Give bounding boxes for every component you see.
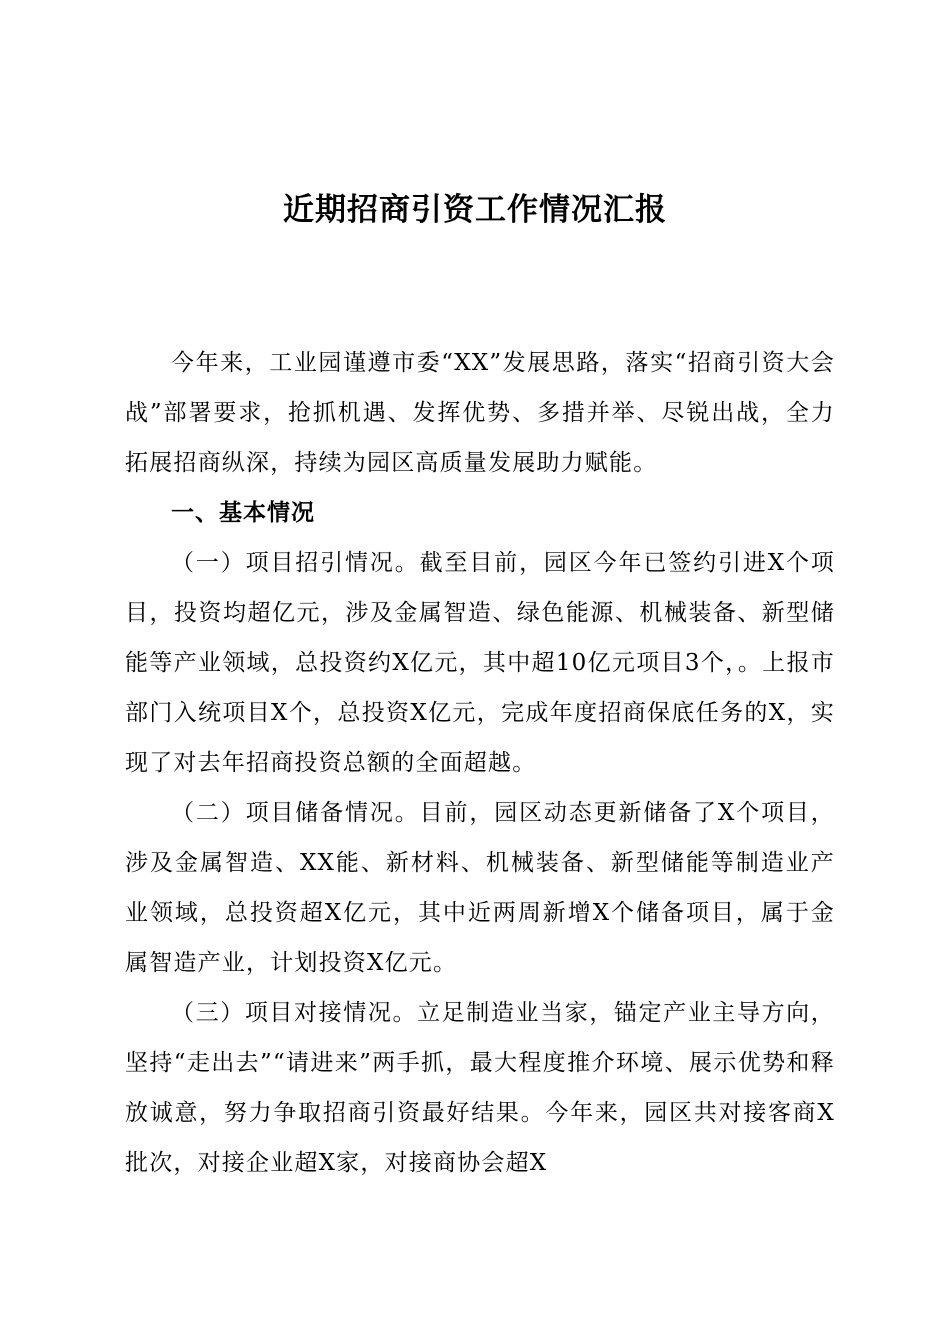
section-heading-basic-situation: 一、基本情况 [171, 500, 315, 526]
intro-paragraph: 今年来，工业园谨遵市委“XX”发展思路，落实“招商引资大会战”部署要求，抢抓机遇、发挥优势、多措并举、尽锐出战，全力拓展招商纵深，持续为园区高质量发展助力赋能。 [125, 350, 835, 476]
document-body [125, 338, 835, 1188]
paragraph-project-attraction: （一）项目招引情况。截至目前，园区今年已签约引进X个项目，投资均超亿元，涉及金属智造、绿色能源、机械装备、新型储能等产业领域，总投资约X亿元，其中超10亿元项目3个，。上报市部门入统项目X个，总投资X亿元，完成年度招商保底任务的X，实现了对去年招商投资总额的全面超越。 [125, 550, 835, 776]
document-title: 近期招商引资工作情况汇报 [283, 192, 667, 228]
paragraph-project-docking: （三）项目对接情况。立足制造业当家，锚定产业主导方向，坚持“走出去”“请进来”两手抓，最大程度推介环境、展示优势和释放诚意，努力争取招商引资最好结果。今年来，园区共对接客商X批次，对接企业超X家，对接商协会超X [125, 1000, 835, 1176]
paragraph-project-reserve: （二）项目储备情况。目前，园区动态更新储备了X个项目，涉及金属智造、XX能、新材料、机械装备、新型储能等制造业产业领域，总投资超X亿元，其中近两周新增X个储备项目，属于金属智造产业，计划投资X亿元。 [125, 800, 835, 976]
